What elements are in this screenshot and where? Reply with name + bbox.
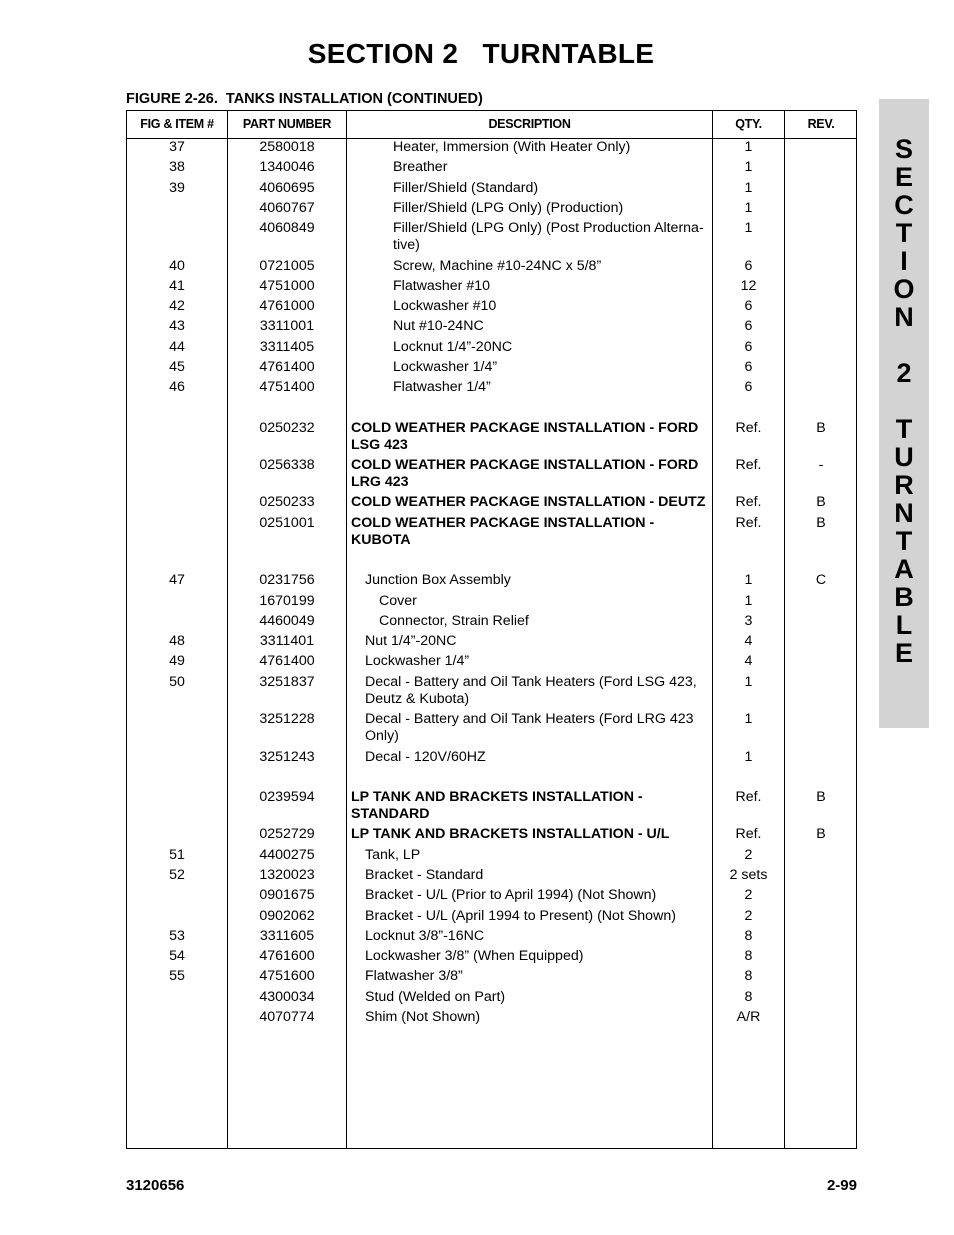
- description-cell: Flatwasher #10: [393, 278, 490, 294]
- description-cell: Stud (Welded on Part): [365, 989, 506, 1005]
- qty-cell: 2: [744, 887, 753, 903]
- fig-item-cell: 37: [169, 139, 185, 155]
- description-cell: Bracket - U/L (April 1994 to Present) (Not Shown): [365, 908, 676, 924]
- qty-cell: 4: [744, 633, 753, 649]
- parts-table: [126, 110, 857, 1149]
- part-number-cell: 0239594: [259, 789, 315, 805]
- part-number-cell: 3251228: [259, 711, 315, 727]
- qty-cell: 2 sets: [729, 867, 768, 883]
- fig-item-cell: 53: [169, 928, 185, 944]
- header-fig-item: FIG & ITEM #: [140, 117, 214, 131]
- part-number-cell: 3311405: [259, 339, 315, 355]
- part-number-cell: 0250232: [259, 420, 315, 436]
- fig-item-cell: 43: [169, 318, 185, 334]
- qty-cell: Ref.: [735, 457, 762, 473]
- part-number-cell: 3311001: [259, 318, 315, 334]
- part-number-cell: 1340046: [259, 159, 315, 175]
- qty-cell: 6: [744, 359, 753, 375]
- page-number: 2-99: [826, 1177, 857, 1194]
- qty-cell: 1: [744, 139, 753, 155]
- rev-cell: B: [816, 420, 826, 436]
- header-rev: REV.: [807, 117, 835, 131]
- description-cell: COLD WEATHER PACKAGE INSTALLATION - FORD LSG 423: [351, 420, 699, 453]
- header-description: DESCRIPTION: [488, 117, 571, 131]
- part-number-cell: 4070774: [259, 1009, 315, 1025]
- description-cell: Nut #10-24NC: [393, 318, 484, 334]
- rev-cell: -: [818, 457, 824, 473]
- fig-item-cell: 46: [169, 379, 185, 395]
- fig-item-cell: 52: [169, 867, 185, 883]
- part-number-cell: 1320023: [259, 867, 315, 883]
- description-cell: Cover: [379, 593, 417, 609]
- qty-cell: 3: [744, 613, 753, 629]
- part-number-cell: 4761400: [259, 653, 315, 669]
- side-tab-letter: T: [895, 414, 913, 444]
- section-title: SECTION 2 TURNTABLE: [307, 38, 655, 69]
- qty-cell: 6: [744, 379, 753, 395]
- fig-item-cell: 47: [169, 572, 185, 588]
- rev-cell: B: [816, 515, 826, 531]
- side-tab-letter: E: [894, 162, 913, 192]
- part-number-cell: 0902062: [259, 908, 315, 924]
- qty-cell: Ref.: [735, 789, 762, 805]
- description-cell: LP TANK AND BRACKETS INSTALLATION - STANDARD: [351, 789, 643, 822]
- side-tab-letter: 2: [896, 358, 912, 388]
- qty-cell: 8: [744, 948, 753, 964]
- description-cell: Bracket - U/L (Prior to April 1994) (Not Shown): [365, 887, 657, 903]
- column-divider: [784, 111, 785, 1148]
- qty-cell: 1: [744, 711, 753, 727]
- side-tab-letter: S: [894, 134, 913, 164]
- part-number-cell: 2580018: [259, 139, 315, 155]
- figure-caption: FIGURE 2-26. TANKS INSTALLATION (CONTINUED): [126, 91, 483, 107]
- rev-cell: B: [816, 494, 826, 510]
- part-number-cell: 4060767: [259, 200, 315, 216]
- qty-cell: 6: [744, 339, 753, 355]
- side-tab-letter: E: [894, 638, 913, 668]
- side-tab-letter: O: [893, 274, 915, 304]
- fig-item-cell: 44: [169, 339, 185, 355]
- qty-cell: 12: [740, 278, 757, 294]
- side-tab-letter: N: [894, 498, 914, 528]
- part-number-cell: 4460049: [259, 613, 315, 629]
- part-number-cell: 0721005: [259, 258, 315, 274]
- description-cell: Lockwasher #10: [393, 298, 497, 314]
- qty-cell: Ref.: [735, 826, 762, 842]
- fig-item-cell: 55: [169, 968, 185, 984]
- description-cell: Flatwasher 1/4”: [393, 379, 491, 395]
- side-tab-letter: B: [894, 582, 914, 612]
- part-number-cell: 0251001: [259, 515, 315, 531]
- side-tab-letter: R: [894, 470, 914, 500]
- fig-item-cell: 48: [169, 633, 185, 649]
- description-cell: Shim (Not Shown): [365, 1009, 481, 1025]
- qty-cell: 1: [744, 593, 753, 609]
- part-number-cell: 0901675: [259, 887, 315, 903]
- qty-cell: 1: [744, 572, 753, 588]
- fig-item-cell: 54: [169, 948, 185, 964]
- qty-cell: 1: [744, 220, 753, 236]
- part-number-cell: 4751600: [259, 968, 315, 984]
- side-tab-letters: [879, 135, 929, 667]
- qty-cell: 1: [744, 674, 753, 690]
- fig-item-cell: 45: [169, 359, 185, 375]
- fig-item-cell: 41: [169, 278, 185, 294]
- fig-item-cell: 39: [169, 180, 185, 196]
- side-tab-letter: [879, 387, 929, 415]
- description-cell: COLD WEATHER PACKAGE INSTALLATION - FORD LRG 423: [351, 457, 699, 490]
- fig-item-cell: 40: [169, 258, 185, 274]
- description-cell: Locknut 3/8”-16NC: [365, 928, 485, 944]
- side-tab-letter: L: [895, 610, 913, 640]
- description-cell: Breather: [393, 159, 448, 175]
- qty-cell: 2: [744, 847, 753, 863]
- rev-cell: B: [816, 789, 826, 805]
- part-number-cell: 0252729: [259, 826, 315, 842]
- qty-cell: Ref.: [735, 420, 762, 436]
- header-part-number: PART NUMBER: [242, 117, 332, 131]
- side-tab-letter: [879, 331, 929, 359]
- side-tab-letter: C: [894, 190, 914, 220]
- fig-item-cell: 38: [169, 159, 185, 175]
- description-cell: Junction Box Assembly: [365, 572, 511, 588]
- qty-cell: 4: [744, 653, 753, 669]
- qty-cell: 1: [744, 200, 753, 216]
- qty-cell: 6: [744, 318, 753, 334]
- document-number: 3120656: [126, 1177, 185, 1194]
- rev-cell: C: [815, 572, 827, 588]
- part-number-cell: 1670199: [259, 593, 315, 609]
- description-cell: COLD WEATHER PACKAGE INSTALLATION - DEUTZ: [351, 494, 706, 510]
- rev-cell: B: [816, 826, 826, 842]
- qty-cell: 8: [744, 928, 753, 944]
- description-cell: Decal - Battery and Oil Tank Heaters (Ford LRG 423 Only): [365, 711, 694, 744]
- part-number-cell: 4060695: [259, 180, 315, 196]
- side-tab-letter: I: [900, 246, 908, 276]
- qty-cell: 8: [744, 968, 753, 984]
- description-cell: Nut 1/4”-20NC: [365, 633, 457, 649]
- fig-item-cell: 51: [169, 847, 185, 863]
- description-cell: COLD WEATHER PACKAGE INSTALLATION - KUBOTA: [351, 515, 655, 548]
- description-cell: Bracket - Standard: [365, 867, 484, 883]
- description-cell: Flatwasher 3/8”: [365, 968, 463, 984]
- qty-cell: 1: [744, 749, 753, 765]
- header-qty: QTY.: [735, 117, 762, 131]
- qty-cell: Ref.: [735, 494, 762, 510]
- description-cell: Decal - Battery and Oil Tank Heaters (Ford LSG 423, Deutz & Kubota): [365, 674, 697, 707]
- part-number-cell: 4751000: [259, 278, 315, 294]
- part-number-cell: 0250233: [259, 494, 315, 510]
- description-cell: Lockwasher 3/8” (When Equipped): [365, 948, 584, 964]
- description-cell: Lockwasher 1/4”: [365, 653, 470, 669]
- side-tab-letter: A: [894, 554, 914, 584]
- description-cell: Tank, LP: [365, 847, 421, 863]
- fig-item-cell: 50: [169, 674, 185, 690]
- part-number-cell: 4761400: [259, 359, 315, 375]
- side-tab-letter: U: [894, 442, 914, 472]
- part-number-cell: 3251837: [259, 674, 315, 690]
- part-number-cell: 4751400: [259, 379, 315, 395]
- description-cell: Screw, Machine #10-24NC x 5/8”: [393, 258, 602, 274]
- part-number-cell: 4300034: [259, 989, 315, 1005]
- table-header: [127, 111, 856, 139]
- description-cell: LP TANK AND BRACKETS INSTALLATION - U/L: [351, 826, 670, 842]
- side-tab-letter: N: [894, 302, 914, 332]
- column-divider: [346, 111, 347, 1148]
- part-number-cell: 4761600: [259, 948, 315, 964]
- section-side-tab: [879, 99, 929, 728]
- description-cell: Locknut 1/4”-20NC: [393, 339, 513, 355]
- description-cell: Filler/Shield (LPG Only) (Production): [393, 200, 624, 216]
- description-cell: Filler/Shield (Standard): [393, 180, 539, 196]
- description-cell: Lockwasher 1/4”: [393, 359, 498, 375]
- part-number-cell: 0256338: [259, 457, 315, 473]
- qty-cell: 6: [744, 258, 753, 274]
- part-number-cell: 4060849: [259, 220, 315, 236]
- part-number-cell: 3311401: [259, 633, 315, 649]
- part-number-cell: 4400275: [259, 847, 315, 863]
- qty-cell: 2: [744, 908, 753, 924]
- part-number-cell: 3311605: [259, 928, 315, 944]
- part-number-cell: 0231756: [259, 572, 315, 588]
- qty-cell: 8: [744, 989, 753, 1005]
- description-cell: Filler/Shield (LPG Only) (Post Production Alterna- tive): [393, 220, 704, 253]
- side-tab-letter: T: [895, 218, 913, 248]
- description-cell: Heater, Immersion (With Heater Only): [393, 139, 631, 155]
- qty-cell: Ref.: [735, 515, 762, 531]
- part-number-cell: 4761000: [259, 298, 315, 314]
- qty-cell: 1: [744, 159, 753, 175]
- qty-cell: 1: [744, 180, 753, 196]
- part-number-cell: 3251243: [259, 749, 315, 765]
- qty-cell: 6: [744, 298, 753, 314]
- description-cell: Decal - 120V/60HZ: [365, 749, 486, 765]
- fig-item-cell: 42: [169, 298, 185, 314]
- qty-cell: A/R: [736, 1009, 761, 1025]
- description-cell: Connector, Strain Relief: [379, 613, 529, 629]
- fig-item-cell: 49: [169, 653, 185, 669]
- side-tab-letter: T: [895, 526, 913, 556]
